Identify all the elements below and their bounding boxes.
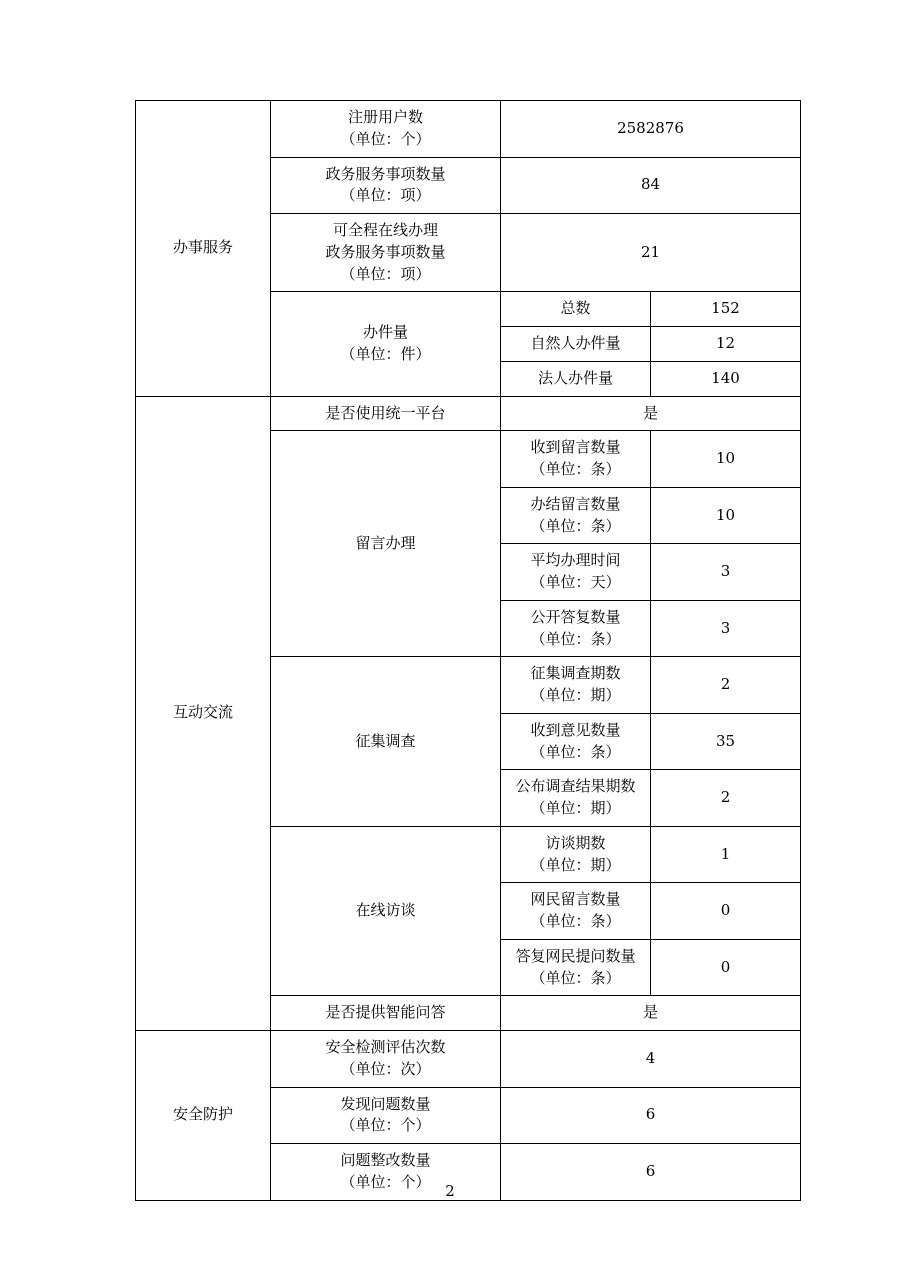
item-label-line: 是否提供智能问答 — [325, 1003, 446, 1022]
subitem-label-line: 总数 — [560, 299, 591, 318]
item-label-line: 政务服务事项数量 — [325, 164, 446, 183]
subitem-cell-legal-person — [501, 361, 651, 396]
value-cell-online-service-items — [501, 214, 801, 292]
item-cell-online-service-items — [271, 214, 501, 292]
category-label: 安全防护 — [172, 1105, 233, 1124]
subitem-cell-opinions-received — [501, 713, 651, 770]
item-label-line: 留言办理 — [355, 533, 416, 552]
item-cell-smart-qa — [271, 996, 501, 1031]
value-cell-messages-completed — [651, 487, 801, 544]
government-website-report-table — [135, 100, 801, 1201]
item-cell-service-items — [271, 157, 501, 214]
subitem-label-line: 收到留言数量 — [530, 438, 621, 457]
value-cell-registered-users — [501, 101, 801, 158]
category-label: 互动交流 — [172, 703, 233, 722]
item-label-line: 办件量 — [362, 323, 408, 342]
item-unit-line: （单位：个） — [340, 1172, 431, 1191]
subitem-cell-netizen-messages — [501, 883, 651, 940]
subitem-label-line: 征集调查期数 — [530, 664, 621, 683]
category-cell-banshi — [136, 101, 271, 397]
subitem-label-line: 自然人办件量 — [530, 334, 621, 352]
page-number: 2 — [445, 1182, 455, 1200]
item-cell-registered-users — [271, 101, 501, 158]
item-cell-handled-count — [271, 292, 501, 396]
item-cell-unified-platform — [271, 396, 501, 431]
value-text: 2 — [720, 788, 731, 807]
value-text: 2 — [720, 675, 731, 694]
item-unit-line: （单位：项） — [340, 186, 431, 205]
value-cell-issues-found — [501, 1087, 801, 1144]
subitem-unit-line: （单位：条） — [530, 516, 621, 535]
subitem-unit-line: （单位：条） — [530, 629, 621, 648]
item-label-line: 征集调查 — [355, 731, 416, 750]
subitem-unit-line: （单位：条） — [530, 742, 621, 761]
item-unit-line: （单位：个） — [340, 129, 431, 148]
value-text: 是 — [642, 403, 658, 422]
report-table-container — [135, 100, 785, 1201]
table-row — [136, 101, 801, 158]
item-cell-issues-found — [271, 1087, 501, 1144]
value-cell-smart-qa — [501, 996, 801, 1031]
subitem-label-line: 办结留言数量 — [530, 494, 621, 513]
value-cell-opinions-received — [651, 713, 801, 770]
subitem-cell-interview-periods — [501, 826, 651, 883]
subitem-cell-average-time — [501, 544, 651, 601]
item-label-line: 安全检测评估次数 — [325, 1038, 446, 1056]
value-cell-netizen-messages — [651, 883, 801, 940]
value-cell-interview-periods — [651, 826, 801, 883]
category-cell-security — [136, 1031, 271, 1201]
subitem-label-line: 访谈期数 — [545, 833, 606, 852]
value-text: 35 — [715, 731, 736, 750]
subitem-cell-results-published — [501, 770, 651, 827]
item-unit-line: （单位：件） — [340, 344, 431, 363]
value-cell-survey-periods — [651, 657, 801, 714]
value-text: 84 — [640, 175, 661, 194]
value-text: 152 — [711, 299, 740, 318]
item-cell-security-assessments — [271, 1031, 501, 1088]
value-text: 6 — [645, 1161, 656, 1180]
item-label-line: 注册用户数 — [347, 108, 423, 126]
item-unit-line: （单位：项） — [340, 264, 431, 283]
subitem-label-line: 公布调查结果期数 — [515, 777, 636, 796]
value-cell-unified-platform — [501, 396, 801, 431]
value-text: 6 — [645, 1105, 656, 1124]
item-label-line: 是否使用统一平台 — [325, 403, 446, 422]
item-label-line: 在线访谈 — [355, 901, 416, 920]
subitem-unit-line: （单位：条） — [530, 968, 621, 987]
subitem-label-line: 收到意见数量 — [530, 720, 621, 739]
subitem-label-line: 平均办理时间 — [530, 551, 621, 570]
table-row — [136, 396, 801, 431]
value-cell-natural-person — [651, 327, 801, 362]
category-label: 办事服务 — [172, 238, 233, 257]
value-text: 1 — [720, 844, 731, 863]
item-cell-online-interview — [271, 826, 501, 996]
value-text: 2582876 — [617, 118, 684, 137]
value-cell-public-replies — [651, 600, 801, 657]
value-text: 3 — [720, 562, 731, 581]
value-text: 0 — [720, 957, 731, 976]
item-label-line-2: 政务服务事项数量 — [325, 242, 446, 261]
subitem-label-line: 网民留言数量 — [530, 890, 621, 909]
value-text: 10 — [715, 505, 736, 524]
item-cell-message-handling — [271, 431, 501, 657]
subitem-unit-line: （单位：条） — [530, 460, 621, 478]
item-label-line: 发现问题数量 — [340, 1094, 431, 1113]
item-unit-line: （单位：个） — [340, 1116, 431, 1135]
value-cell-security-assessments — [501, 1031, 801, 1088]
subitem-cell-total — [501, 292, 651, 327]
subitem-cell-survey-periods — [501, 657, 651, 714]
category-cell-hudong — [136, 396, 271, 1031]
value-cell-netizen-replies — [651, 939, 801, 996]
item-unit-line: （单位：次） — [340, 1059, 431, 1078]
value-cell-legal-person — [651, 361, 801, 396]
value-cell-messages-received — [651, 431, 801, 488]
subitem-label-line: 答复网民提问数量 — [515, 946, 636, 965]
subitem-label-line: 法人办件量 — [537, 368, 613, 387]
subitem-cell-natural-person — [501, 327, 651, 362]
value-text: 4 — [645, 1048, 656, 1067]
subitem-cell-netizen-replies — [501, 939, 651, 996]
subitem-unit-line: （单位：条） — [530, 912, 621, 930]
item-label-line: 问题整改数量 — [340, 1151, 431, 1169]
value-cell-results-published — [651, 770, 801, 827]
subitem-label-line: 公开答复数量 — [530, 607, 621, 626]
subitem-unit-line: （单位：期） — [530, 686, 621, 704]
value-text: 21 — [640, 242, 661, 261]
value-text: 0 — [720, 901, 731, 920]
value-text: 10 — [715, 449, 736, 468]
subitem-cell-messages-received — [501, 431, 651, 488]
subitem-unit-line: （单位：期） — [530, 799, 621, 817]
value-text: 3 — [720, 618, 731, 637]
value-text: 12 — [715, 334, 736, 352]
item-cell-survey — [271, 657, 501, 827]
subitem-cell-messages-completed — [501, 487, 651, 544]
value-text: 140 — [711, 368, 740, 387]
item-label-line: 可全程在线办理 — [332, 221, 438, 239]
table-row — [136, 1031, 801, 1088]
value-cell-total — [651, 292, 801, 327]
value-cell-average-time — [651, 544, 801, 601]
value-cell-service-items — [501, 157, 801, 214]
value-text: 是 — [642, 1003, 658, 1022]
subitem-unit-line: （单位：天） — [530, 573, 621, 591]
subitem-cell-public-replies — [501, 600, 651, 657]
subitem-unit-line: （单位：期） — [530, 855, 621, 874]
